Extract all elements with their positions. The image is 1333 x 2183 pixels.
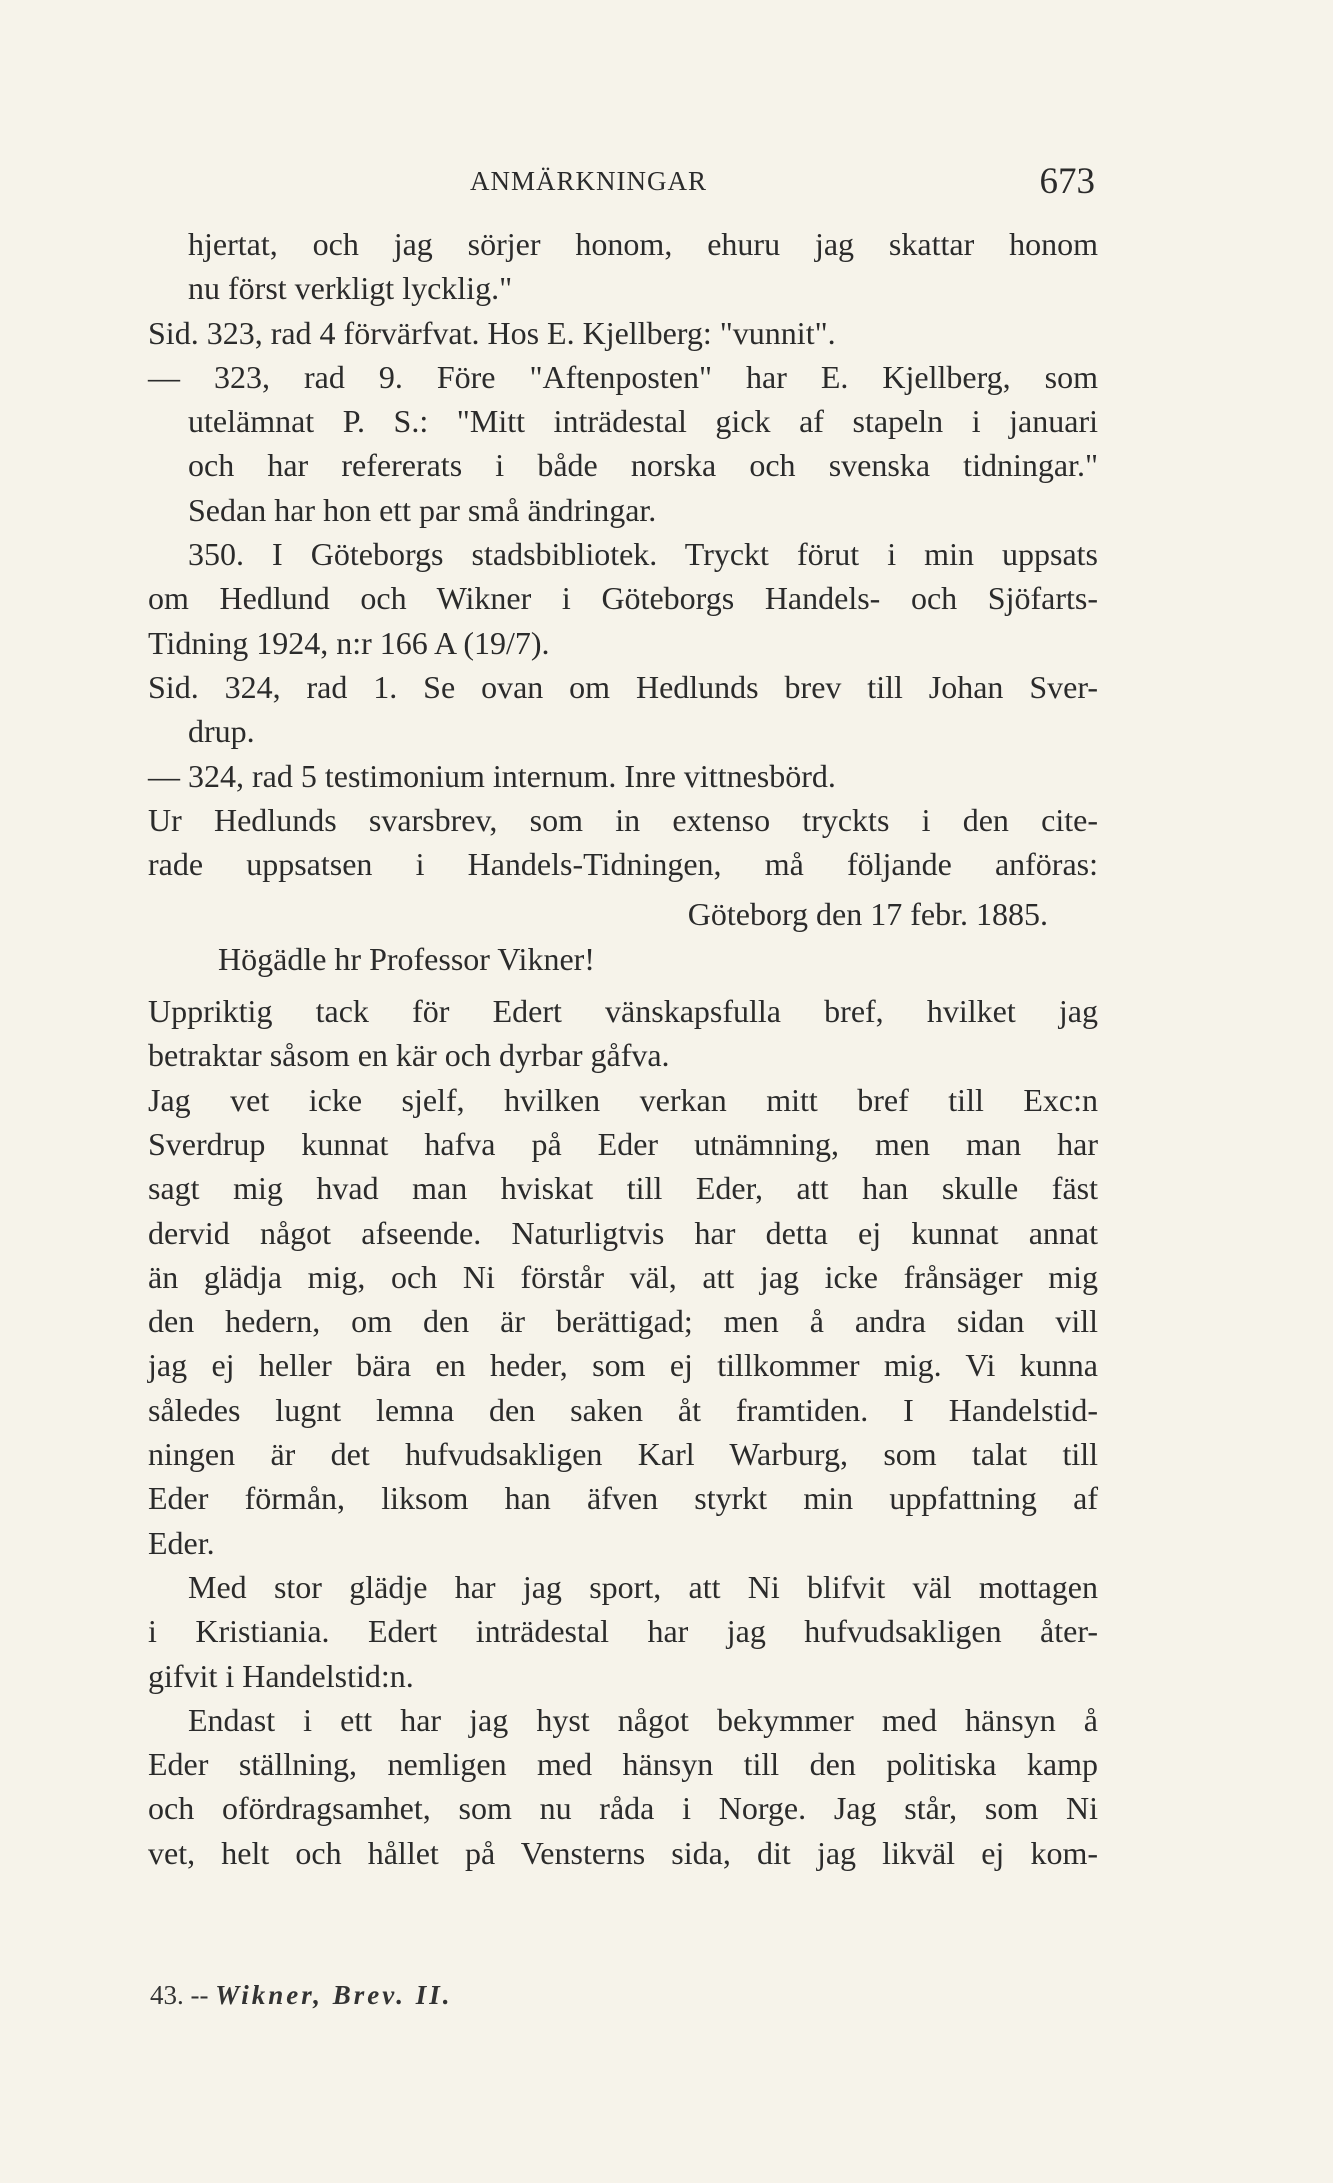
text-line: Eder.: [148, 1524, 215, 1561]
letter-salutation: Högädle hr Professor Vikner!: [218, 940, 595, 977]
text-line: hjertat, och jag sörjer honom, ehuru jag skattar honom: [188, 226, 1098, 262]
signature-title: Wikner, Brev. II.: [215, 1980, 453, 2010]
text-line: 350. I Göteborgs stadsbibliotek. Tryckt förut i min uppsats: [188, 536, 1098, 573]
text-line: Sedan har hon ett par små ändringar.: [188, 491, 657, 528]
text-line: Sid. 324, rad 1. Se ovan om Hedlunds brev till Johan Sver-: [148, 668, 1098, 705]
text-line: än glädja mig, och Ni förstår väl, att jag icke frånsäger mig: [148, 1258, 1098, 1295]
text-line: ningen är det hufvudsakligen Karl Warburg, som talat till: [148, 1436, 1098, 1473]
text-line: Tidning 1924, n:r 166 A (19/7).: [148, 624, 550, 661]
text-line: — 324, rad 5 testimonium internum. Inre vittnesbörd.: [148, 757, 836, 794]
text-line: jag ej heller bära en heder, som ej tillkommer mig. Vi kunna: [148, 1347, 1098, 1384]
page-body: [148, 222, 1098, 1875]
text-line: dervid något afseende. Naturligtvis har detta ej kunnat annat: [148, 1214, 1098, 1251]
text-line: Ur Hedlunds svarsbrev, som in extenso tryckts i den cite-: [148, 801, 1098, 838]
signature-number: 43. --: [150, 1980, 209, 2010]
text-line: nu först verkligt lycklig.": [188, 270, 513, 307]
text-line: vet, helt och hållet på Vensterns sida, dit jag likväl ej kom-: [148, 1834, 1098, 1871]
text-line: Sverdrup kunnat hafva på Eder utnämning, men man har: [148, 1125, 1098, 1162]
text-line: och ofördragsamhet, som nu råda i Norge. Jag står, som Ni: [148, 1790, 1098, 1827]
text-line: Med stor glädje har jag sport, att Ni blifvit väl mottagen: [188, 1568, 1098, 1605]
text-line: och har refererats i både norska och svenska tidningar.": [188, 447, 1098, 484]
signature-footer: [150, 1980, 453, 2011]
text-line: sagt mig hvad man hviskat till Eder, att han skulle fäst: [148, 1170, 1098, 1207]
text-line: drup.: [188, 713, 255, 750]
text-line: i Kristiania. Edert inträdestal har jag hufvudsakligen åter-: [148, 1613, 1098, 1650]
page-header: [150, 160, 1095, 210]
text-line: betraktar såsom en kär och dyrbar gåfva.: [148, 1037, 670, 1074]
text-line: om Hedlund och Wikner i Göteborgs Handels- och Sjöfarts-: [148, 580, 1098, 617]
text-line: Sid. 323, rad 4 förvärfvat. Hos E. Kjellberg: "vunnit".: [148, 314, 836, 351]
spacer: [148, 981, 1098, 989]
text-line: Eder ställning, nemligen med hänsyn till den politiska kamp: [148, 1746, 1098, 1783]
text-line: den hedern, om den är berättigad; men å andra sidan vill: [148, 1303, 1098, 1340]
page-number: 673: [1039, 161, 1095, 202]
text-line: — 323, rad 9. Före "Aftenposten" har E. Kjellberg, som: [148, 358, 1098, 395]
text-line: Eder förmån, liksom han äfven styrkt min uppfattning af: [148, 1480, 1098, 1517]
text-line: Jag vet icke sjelf, hvilken verkan mitt bref till Exc:n: [148, 1081, 1098, 1118]
letter-dateline: Göteborg den 17 febr. 1885.: [687, 896, 1048, 933]
text-line: Endast i ett har jag hyst något bekymmer med hänsyn å: [188, 1701, 1098, 1738]
text-line: således lugnt lemna den saken åt framtiden. I Handelstid-: [148, 1391, 1098, 1428]
running-head: ANMÄRKNINGAR: [470, 166, 708, 196]
text-line: rade uppsatsen i Handels-Tidningen, må följande anföras:: [148, 846, 1098, 883]
text-line: Uppriktig tack för Edert vänskapsfulla bref, hvilket jag: [148, 993, 1098, 1030]
text-line: gifvit i Handelstid:n.: [148, 1657, 414, 1694]
text-line: utelämnat P. S.: "Mitt inträdestal gick af stapeln i januari: [188, 403, 1098, 440]
